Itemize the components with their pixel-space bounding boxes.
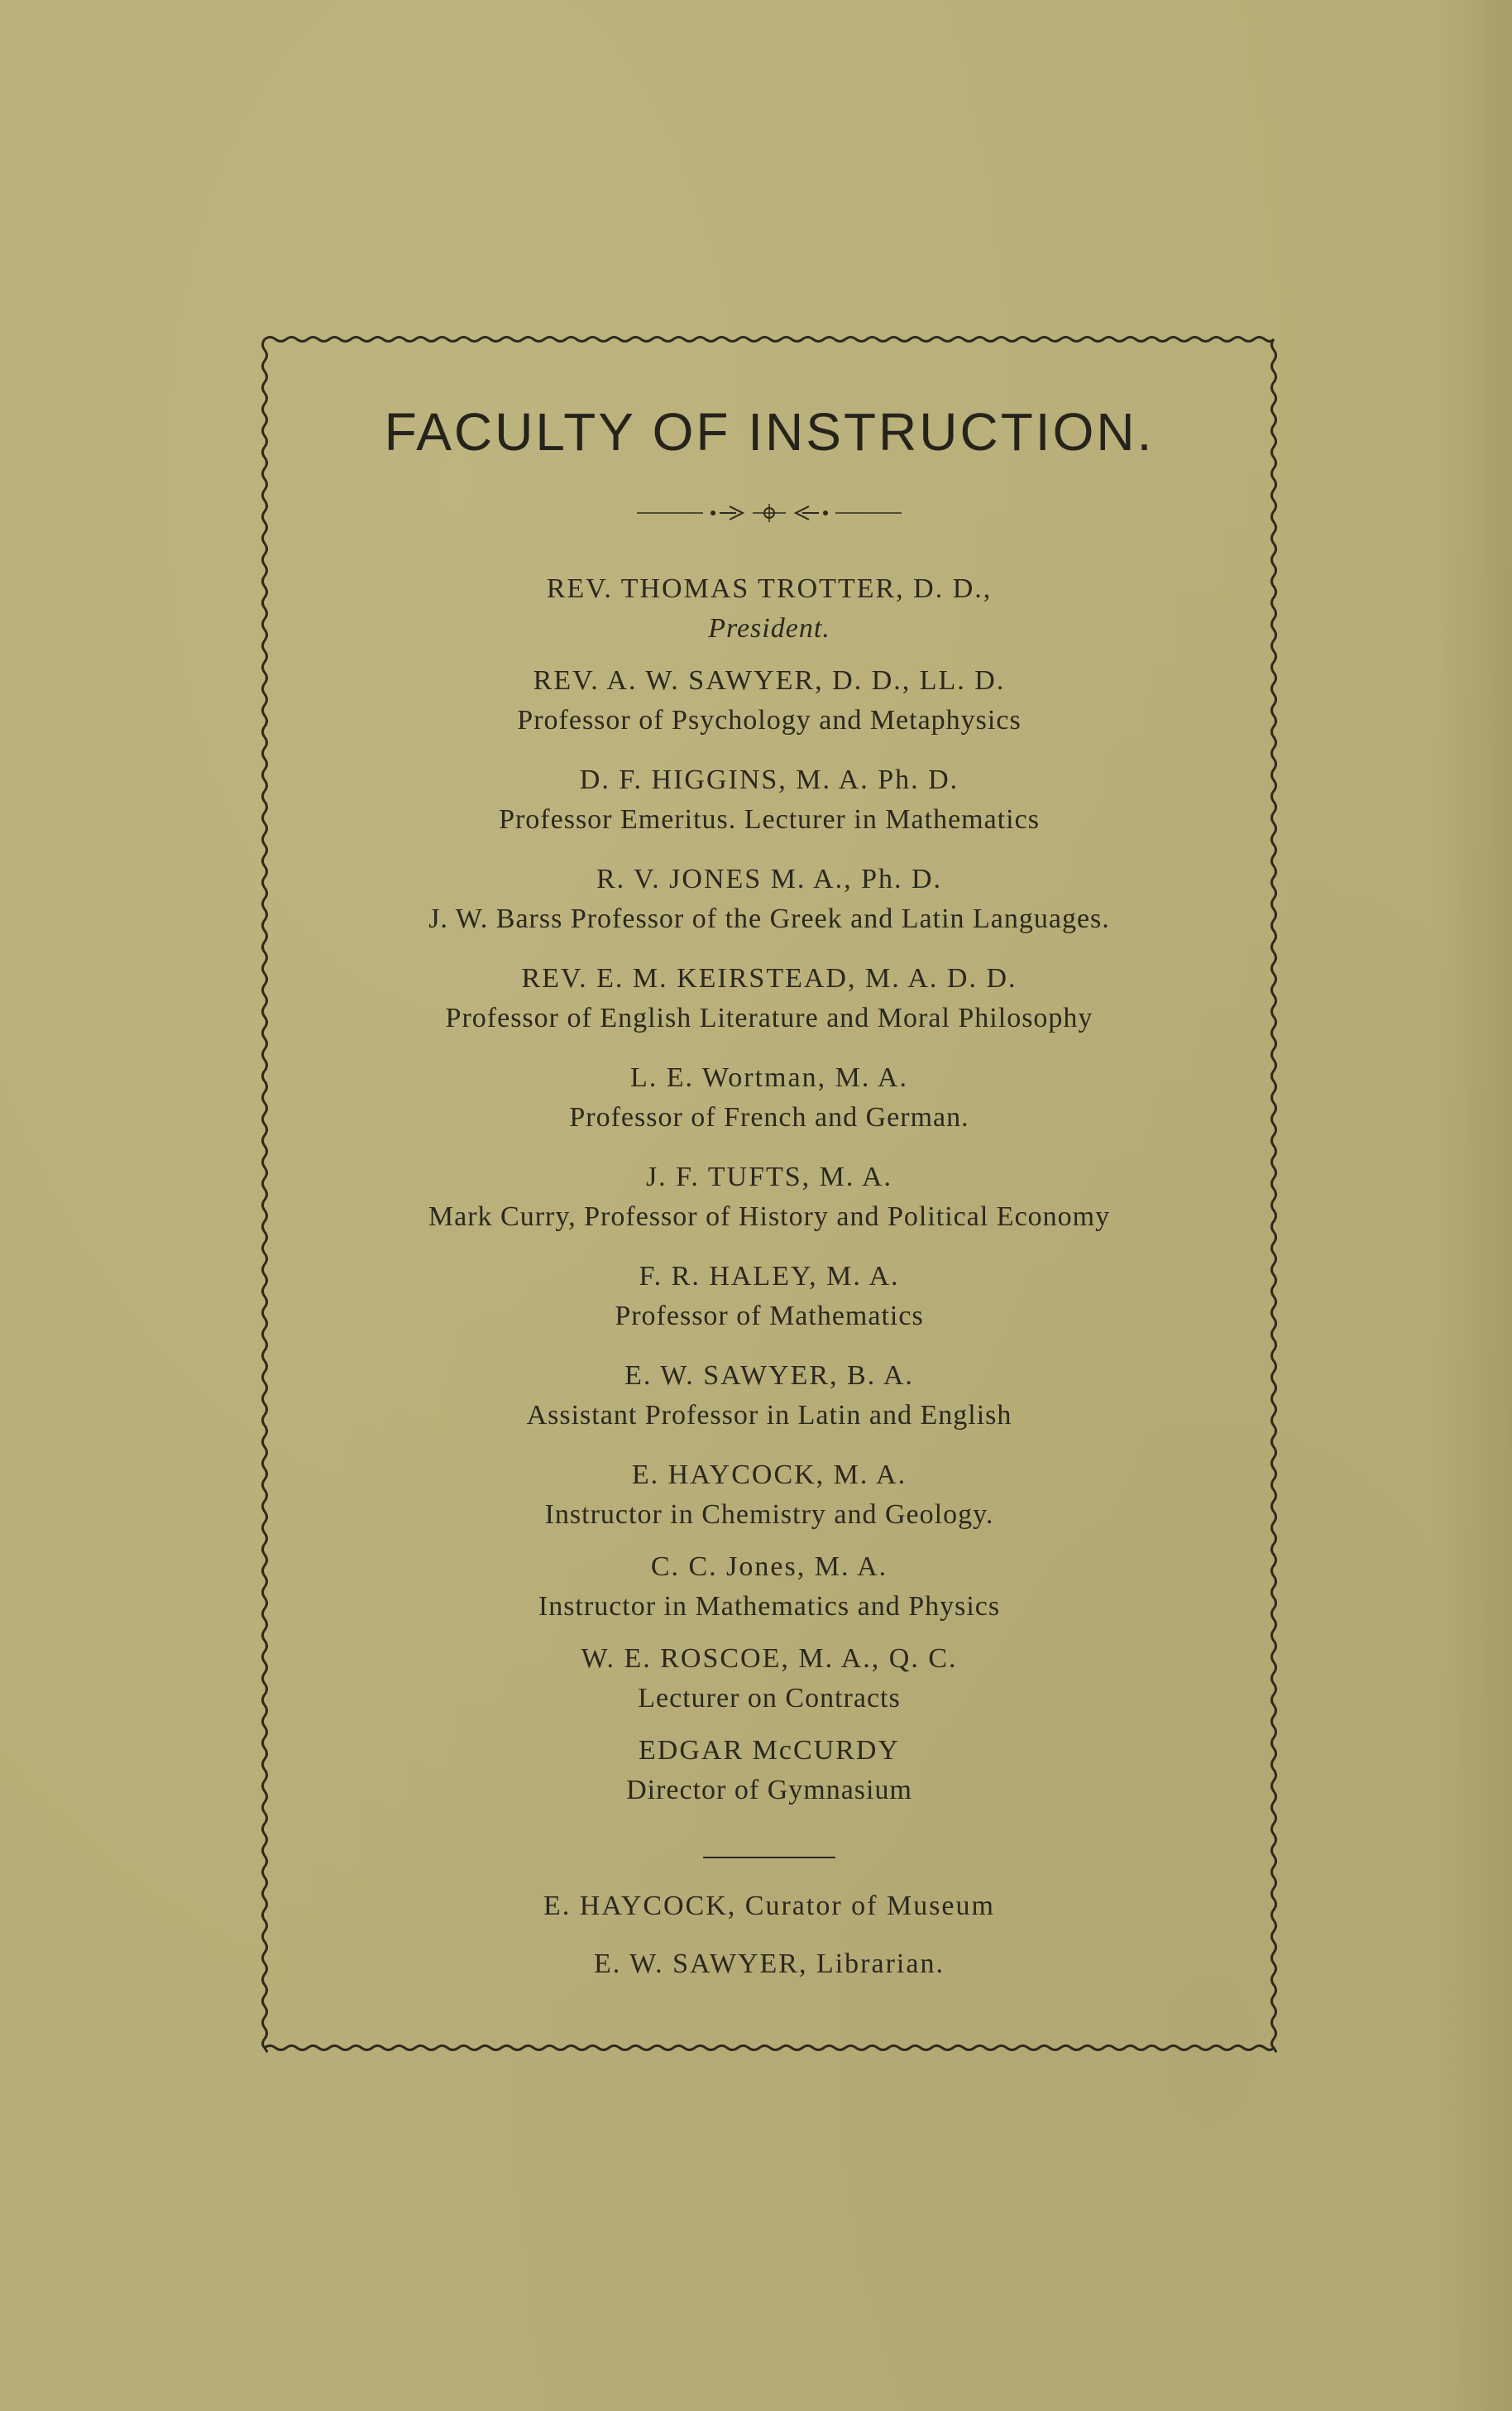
faculty-name: R. V. JONES M. A., Ph. D. (596, 864, 943, 894)
faculty-entry (273, 1731, 1266, 1823)
faculty-name: REV. THOMAS TROTTER, D. D., (546, 573, 993, 604)
faculty-name: EDGAR McCURDY (639, 1735, 900, 1766)
faculty-entry (273, 569, 1266, 661)
faculty-role: Lecturer on Contracts (638, 1683, 901, 1714)
faculty-entry (273, 1547, 1266, 1639)
faculty-entry (273, 1158, 1266, 1257)
border-edge (1272, 339, 1276, 2051)
faculty-name: REV. E. M. KEIRSTEAD, M. A. D. D. (521, 963, 1017, 994)
faculty-entry (273, 1639, 1266, 1731)
faculty-entry (273, 1257, 1266, 1356)
page-heading: FACULTY OF INSTRUCTION. (384, 402, 1155, 462)
faculty-role: Professor of Mathematics (615, 1301, 924, 1331)
faculty-entry (273, 1455, 1266, 1547)
border-edge (263, 339, 267, 2051)
faculty-entry (273, 860, 1266, 959)
faculty-name: D. F. HIGGINS, M. A. Ph. D. (579, 765, 959, 795)
faculty-name: J. F. TUFTS, M. A. (645, 1162, 893, 1192)
faculty-role: Director of Gymnasium (626, 1775, 912, 1805)
faculty-name: L. E. Wortman, M. A. (629, 1062, 908, 1093)
faculty-name: W. E. ROSCOE, M. A., Q. C. (581, 1643, 958, 1674)
faculty-name: C. C. Jones, M. A. (650, 1551, 888, 1582)
faculty-entry (273, 760, 1266, 860)
faculty-name: F. R. HALEY, M. A. (639, 1261, 900, 1292)
faculty-role: Instructor in Mathematics and Physics (538, 1591, 1001, 1622)
faculty-role: Professor Emeritus. Lecturer in Mathematics (499, 804, 1040, 835)
faculty-page (273, 356, 1266, 2019)
librarian-line: E. W. SAWYER, Librarian. (594, 1948, 945, 1979)
faculty-role: Assistant Professor in Latin and English (526, 1400, 1012, 1431)
section-divider (703, 1857, 835, 1858)
faculty-role: Mark Curry, Professor of History and Political Economy (428, 1201, 1111, 1232)
faculty-entry (273, 959, 1266, 1058)
faculty-name: E. W. SAWYER, B. A. (624, 1360, 914, 1391)
faculty-entry (273, 661, 1266, 760)
faculty-role: Professor of French and German. (569, 1102, 969, 1133)
faculty-name: E. HAYCOCK, M. A. (631, 1460, 907, 1490)
faculty-role: Professor of Psychology and Metaphysics (517, 705, 1022, 736)
ornament-divider-icon (637, 501, 902, 525)
faculty-role: Professor of English Literature and Moral Philosophy (445, 1003, 1093, 1033)
faculty-role: J. W. Barss Professor of the Greek and Latin Languages. (428, 904, 1110, 934)
faculty-role: President. (708, 613, 830, 644)
border-edge (265, 2046, 1274, 2050)
faculty-role: Instructor in Chemistry and Geology. (544, 1499, 994, 1530)
faculty-entry (273, 1058, 1266, 1158)
curator-line: E. HAYCOCK, Curator of Museum (543, 1891, 995, 1921)
faculty-entry (273, 1356, 1266, 1455)
border-edge (265, 338, 1274, 342)
faculty-name: REV. A. W. SAWYER, D. D., LL. D. (533, 665, 1006, 696)
faculty-list (273, 569, 1266, 1823)
